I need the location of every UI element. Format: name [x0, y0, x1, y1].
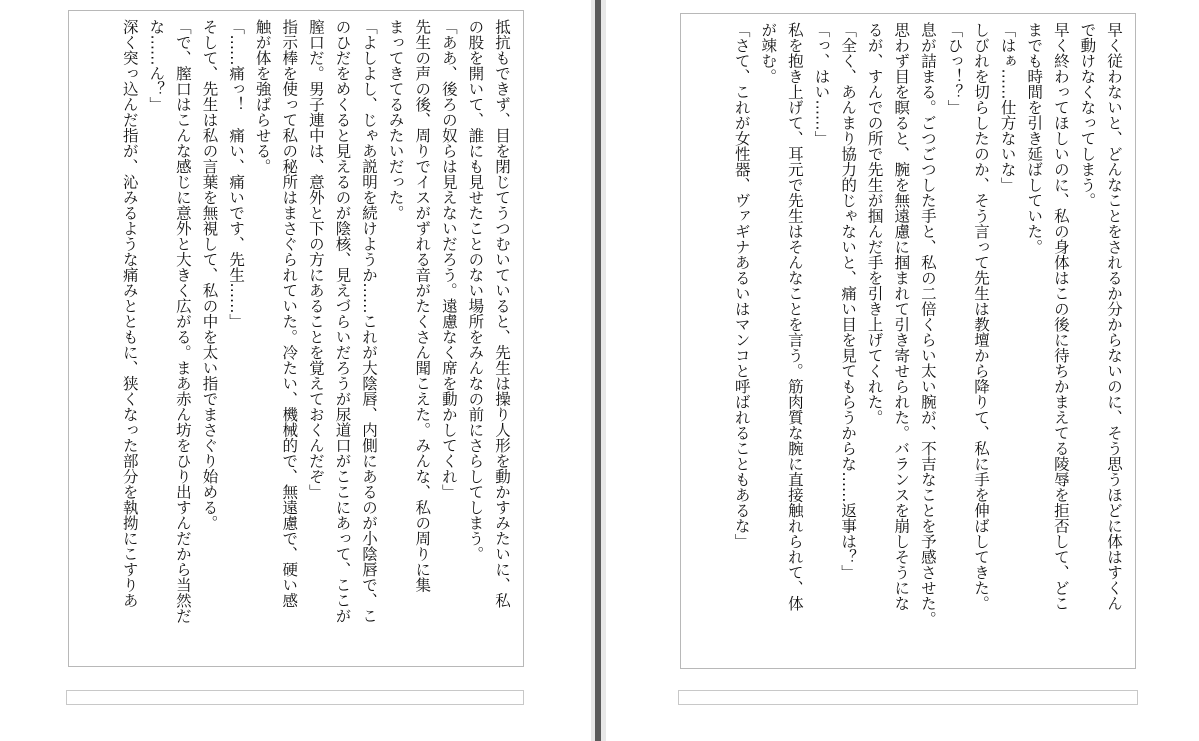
text-line: 「……痛っ！ 痛い、痛いです、先生……」 — [227, 19, 246, 329]
text-line: 早く従わないと、どんなことをされるか分からないのに、そう思うほどに体はすくん — [1105, 22, 1123, 611]
text-line: 抵抗もできず、目を閉じてうつむいていると、先生は操り人形を動かすみたいに、私 — [493, 19, 511, 608]
text-line: るが、すんでの所で先生が掴んだ手を引き上げてくれた。 — [865, 22, 884, 425]
text-line: 触が体を強ばらせる。 — [253, 19, 272, 174]
text-line: 思わず目を瞑ると、腕を無遠慮に掴まれて引き寄せられた。バランスを崩しそうにな — [892, 22, 911, 611]
text-line: 私を抱き上げて、耳元で先生はそんなことを言う。筋肉質な腕に直接触れられて、体 — [785, 22, 804, 611]
right-page-pane — [606, 0, 1199, 741]
text-line: 先生の声の後、周りでイスがずれる音がたくさん聞こえた。みんな、私の周りに集 — [413, 19, 432, 593]
text-line: 「で、膣口はこんな感じに意外と大きく広がる。まあ赤ん坊をひり出すんだから当然だ — [173, 19, 192, 624]
right-page-text — [728, 22, 1127, 662]
text-line: 「さて、これが女性器、ヴァギナあるいはマンコと呼ばれることもあるな」 — [732, 22, 751, 549]
text-line: が竦む。 — [759, 22, 778, 84]
text-line: 「はぁ……仕方ないな」 — [998, 22, 1017, 193]
text-line: そして、先生は私の言葉を無視して、私の中を太い指でまさぐり始める。 — [200, 19, 219, 531]
text-line: 息が詰まる。ごつごつした手と、私の二倍くらい太い腕が、不吉なことを予感させた。 — [918, 22, 937, 627]
left-page-footer-strip — [66, 690, 524, 705]
left-page-pane — [0, 0, 591, 741]
text-line: 「ああ、後ろの奴らは見えないだろう。遠慮なく席を動かしてくれ」 — [439, 19, 458, 500]
text-line: 早く終わってほしいのに、私の身体はこの後に待ちかまえてる陵辱を拒否して、どこ — [1051, 22, 1070, 611]
text-line: 「全く、あんまり協力的じゃないと、痛い目を見てもらうからな……返事は？」 — [839, 22, 858, 580]
text-line: までも時間を引き延ばしていた。 — [1025, 22, 1044, 255]
text-line: の股を開いて、誰にも見せたことのない場所をみんなの前にさらしてしまう。 — [466, 19, 485, 562]
text-line: 「よしよし、じゃあ説明を続けようか……これが大陰唇、内側にあるのが小陰唇で、こ — [360, 19, 379, 624]
right-page-footer-strip — [678, 690, 1138, 705]
text-line: のひだをめくると見えるのが陰核、見えづらいだろうが尿道口がここにあって、ここが — [333, 19, 352, 624]
left-page-text — [116, 19, 515, 659]
text-line: 「っ、はい……」 — [812, 22, 831, 146]
right-text-page — [680, 13, 1136, 669]
text-line: 指示棒を使って私の秘所はまさぐられていた。冷たい、機械的で、無遠慮で、硬い感 — [280, 19, 299, 608]
pane-splitter[interactable] — [591, 0, 606, 741]
text-line: 「ひっ！？」 — [945, 22, 964, 115]
text-line: な……ん？」 — [147, 19, 166, 112]
text-line: 深く突っ込んだ指が、沁みるような痛みとともに、狭くなった部分を執拗にこすりあ — [120, 19, 139, 608]
splitter-handle[interactable] — [595, 0, 601, 741]
text-line: で動けなくなってしまう。 — [1078, 22, 1097, 208]
text-line: 膣口だ。男子連中は、意外と下の方にあることを覚えておくんだぞ」 — [306, 19, 325, 500]
text-line: まってきてるみたいだった。 — [386, 19, 405, 221]
text-line: しびれを切らしたのか、そう言って先生は教壇から降りて、私に手を伸ばしてきた。 — [972, 22, 991, 611]
left-text-page — [68, 10, 524, 667]
